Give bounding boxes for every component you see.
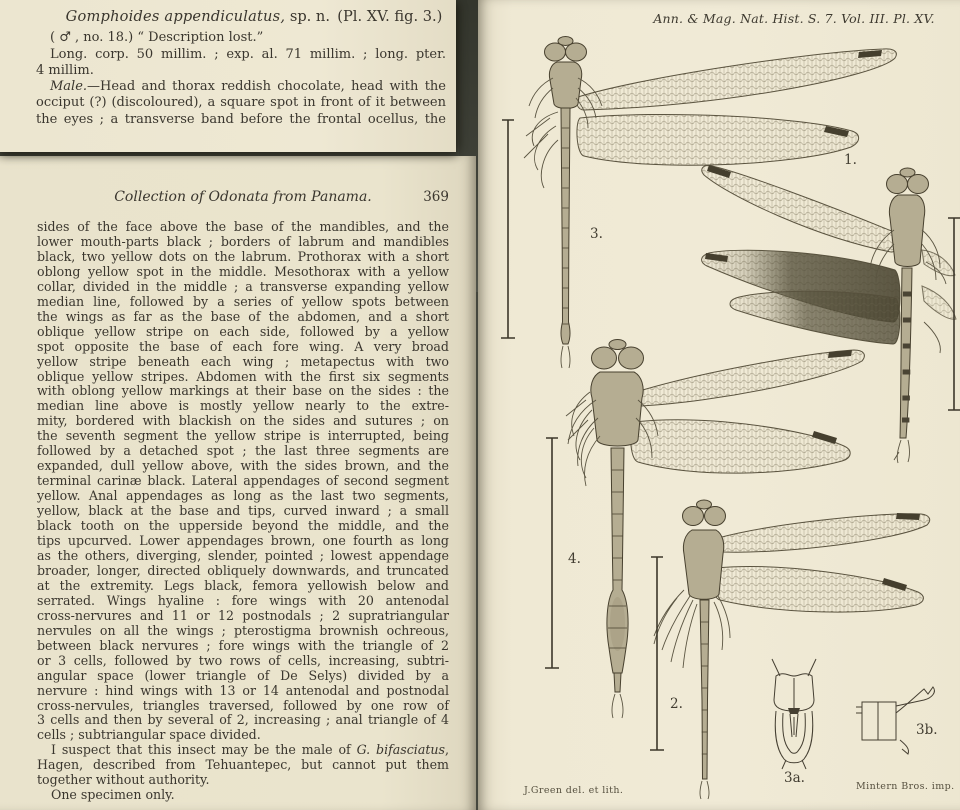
- species-heading: Gomphoides appendiculatus, sp. n. (Pl. XV. fig. 3.): [65, 8, 443, 25]
- text-line: terminal carinæ black. Lateral appendages of second segment: [37, 473, 449, 489]
- text-line: sides of the face above the base of the mandibles, and the: [37, 219, 449, 234]
- figure-label-1: 1.: [844, 152, 857, 168]
- text-line: collar, divided in the middle ; a transverse expanding yellow: [37, 278, 449, 294]
- text-line: Long. corp. 50 millim. ; exp. al. 71 millim. ; long. pter.: [50, 46, 446, 62]
- text-line: expanded, dull yellow above, with the sides brown, and the: [37, 458, 449, 474]
- text-line: black, two yellow dots on the labrum. Prothorax with a short: [37, 248, 449, 264]
- text-line: spot opposite the base of each fore wing. A very broad: [37, 338, 449, 354]
- text-line: between black nervures ; fore wings with the triangle of 2: [37, 637, 449, 653]
- text-line: 4 millim.: [36, 62, 94, 78]
- credit-lithographer: J.Green del. et lith.: [524, 785, 624, 796]
- text-line: nervure : hind wings with 13 or 14 antenodal and postnodal: [37, 682, 449, 698]
- text-line: serrated. Wings hyaline : fore wings with 20 antenodal: [37, 592, 449, 608]
- text-line: followed by a detached spot ; the last three segments are: [37, 443, 449, 459]
- figure-label-3b: 3b.: [916, 722, 938, 738]
- figure-label-4: 4.: [568, 551, 581, 567]
- page-number: 369: [423, 189, 449, 205]
- running-head: [37, 189, 449, 205]
- text-line: or 3 cells, followed by two rows of cells, increasing, subtri-: [37, 652, 449, 668]
- male-label-italic: Male.: [50, 79, 88, 95]
- text-line: with oblong yellow markings at their base on the sides : the: [37, 383, 449, 399]
- text-line: the eyes ; a transverse band before the frontal ocellus, the: [36, 111, 446, 127]
- figure-label-3: 3.: [590, 226, 603, 242]
- text-line: Male.—Head and thorax reddish chocolate, head with the: [50, 79, 446, 95]
- text-line: yellow. Anal appendages as long as the last two segments,: [37, 488, 449, 504]
- plate-illustration: [478, 0, 960, 810]
- scale-bar-figure-4: [545, 438, 559, 668]
- fragment-body-text: [36, 9, 446, 128]
- text-line: nervules on all the wings ; pterostigma brownish ochreous,: [37, 622, 449, 638]
- text-line: black tooth on the upperside beyond the middle, and the: [37, 518, 449, 534]
- dragonfly-figure-2: [654, 500, 930, 799]
- text-line: mity, bordered with blackish on the sides and sutures ; on: [37, 413, 449, 429]
- figure-label-2: 2.: [670, 696, 683, 712]
- text-line: cross-nervules, triangles traversed, followed by one row of: [37, 697, 449, 713]
- text-line: median line, followed by a series of yellow spots between: [37, 293, 449, 309]
- text-line: together without authority.: [37, 772, 210, 788]
- page-body-text: [37, 220, 449, 803]
- appendage-side-view-figure-3b: [856, 687, 934, 754]
- text-page: [0, 156, 476, 810]
- text-line: angular space (lower triangle of De Selys) divided by a: [37, 667, 449, 683]
- text-line: oblique yellow stripes. Abdomen with the first six segments: [37, 368, 449, 384]
- text-line: ( ♂ , no. 18.) “ Description lost.”: [50, 30, 264, 46]
- text-line: broader, longer, directed obliquely downwards, and truncated: [37, 562, 449, 578]
- species-name-italic: G. bifasciatus: [356, 742, 445, 758]
- text-line: Hagen, described from Tehuantepec, but cannot put them: [37, 757, 449, 773]
- text-line: the seventh segment the yellow stripe is interrupted, being: [37, 428, 449, 444]
- text-line: at the extremity. Legs black, femora yellowish below and: [37, 577, 449, 593]
- text-line: yellow stripe beneath each wing ; metapectus with two: [37, 353, 449, 369]
- text-line: the wings as far as the base of the abdomen, and a short: [37, 308, 449, 324]
- text-line: as the others, diverging, slender, pointed ; lowest appendage: [37, 547, 449, 563]
- text-line: 3 cells and then by several of 2, increasing ; anal triangle of 4: [37, 712, 449, 728]
- text-line: One specimen only.: [51, 787, 175, 803]
- dragonfly-figure-1: [702, 165, 956, 463]
- credit-printer: Mintern Bros. imp.: [856, 781, 955, 792]
- text-line: median line above is mostly yellow nearly to the extre-: [37, 398, 449, 414]
- scale-bar-figure-2: [650, 557, 664, 750]
- text-line: occiput (?) (discoloured), a square spot in front of it between: [36, 95, 446, 111]
- text-line: cells ; subtriangular space divided.: [37, 727, 261, 743]
- plate-header: Ann. & Mag. Nat. Hist. S. 7. Vol. III. Pl. XV.: [653, 11, 935, 26]
- anal-appendages-figure-3a: [772, 659, 816, 769]
- text-line: I suspect that this insect may be the male of G. bifasciatus,: [51, 742, 449, 758]
- text-line: oblique yellow stripe on each side, followed by a yellow: [37, 323, 449, 339]
- figure-label-3a: 3a.: [784, 770, 805, 786]
- scale-bar-figure-3: [501, 120, 515, 338]
- text-line: lower mouth-parts black ; borders of labrum and mandibles: [37, 233, 449, 249]
- plate-page: [478, 0, 960, 810]
- text-line: tips upcurved. Lower appendages brown, one fourth as long: [37, 533, 449, 549]
- running-head-title: Collection of Odonata from Panama.: [114, 189, 372, 205]
- species-name-italic: Gomphoides appendiculatus,: [65, 8, 286, 25]
- text-line: oblong yellow spot in the middle. Mesothorax with a yellow: [37, 263, 449, 279]
- text-line: yellow, black at the base and tips, curved inward ; a small: [37, 503, 449, 519]
- overlapping-page-fragment: [0, 0, 456, 152]
- text-line: cross-nervures and 11 or 12 postnodals ; 2 supratriangular: [37, 607, 449, 623]
